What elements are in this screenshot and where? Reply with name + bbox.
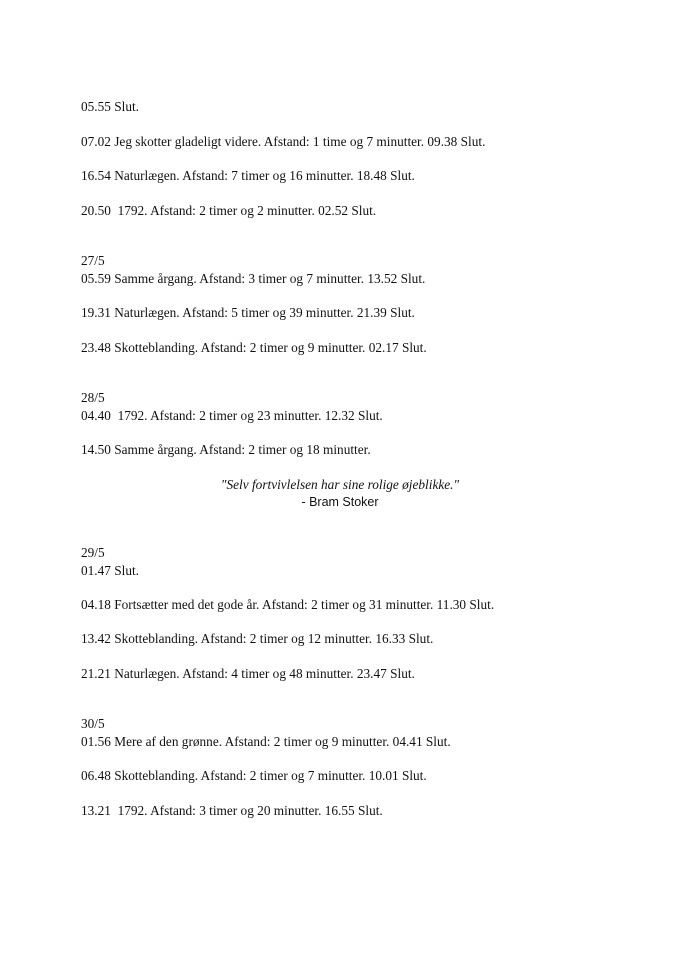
log-entry: 01.56 Mere af den grønne. Afstand: 2 timer og 9 minutter. 04.41 Slut. — [81, 734, 451, 749]
log-entry: 20.50 1792. Afstand: 2 timer og 2 minutter. 02.52 Slut. — [81, 203, 377, 218]
log-entry: 07.02 Jeg skotter gladeligt videre. Afstand: 1 time og 7 minutter. 09.38 Slut. — [81, 134, 486, 149]
log-entry: 05.55 Slut. — [81, 99, 139, 114]
date-heading: 30/5 — [81, 716, 105, 731]
log-entry: 14.50 Samme årgang. Afstand: 2 timer og 18 minutter. — [81, 442, 371, 457]
quote-author: - Bram Stoker — [301, 495, 379, 509]
quote-text: "Selv fortvivlelsen har sine rolige øjeblikke." — [220, 477, 460, 492]
log-entry: 23.48 Skotteblanding. Afstand: 2 timer og 9 minutter. 02.17 Slut. — [81, 340, 427, 355]
log-entry: 21.21 Naturlægen. Afstand: 4 timer og 48 minutter. 23.47 Slut. — [81, 666, 415, 681]
date-heading: 27/5 — [81, 253, 105, 268]
log-entry: 19.31 Naturlægen. Afstand: 5 timer og 39 minutter. 21.39 Slut. — [81, 305, 415, 320]
date-heading: 28/5 — [81, 390, 105, 405]
log-entry: 13.42 Skotteblanding. Afstand: 2 timer og 12 minutter. 16.33 Slut. — [81, 631, 434, 646]
log-entry: 01.47 Slut. — [81, 563, 139, 578]
log-entry: 04.40 1792. Afstand: 2 timer og 23 minutter. 12.32 Slut. — [81, 408, 383, 423]
log-entry: 16.54 Naturlægen. Afstand: 7 timer og 16 minutter. 18.48 Slut. — [81, 168, 415, 183]
date-heading: 29/5 — [81, 545, 105, 560]
log-entry: 04.18 Fortsætter med det gode år. Afstand: 2 timer og 31 minutter. 11.30 Slut. — [81, 597, 495, 612]
log-entry: 05.59 Samme årgang. Afstand: 3 timer og 7 minutter. 13.52 Slut. — [81, 271, 426, 286]
log-entry: 06.48 Skotteblanding. Afstand: 2 timer og 7 minutter. 10.01 Slut. — [81, 768, 427, 783]
log-entry: 13.21 1792. Afstand: 3 timer og 20 minutter. 16.55 Slut. — [81, 803, 383, 818]
